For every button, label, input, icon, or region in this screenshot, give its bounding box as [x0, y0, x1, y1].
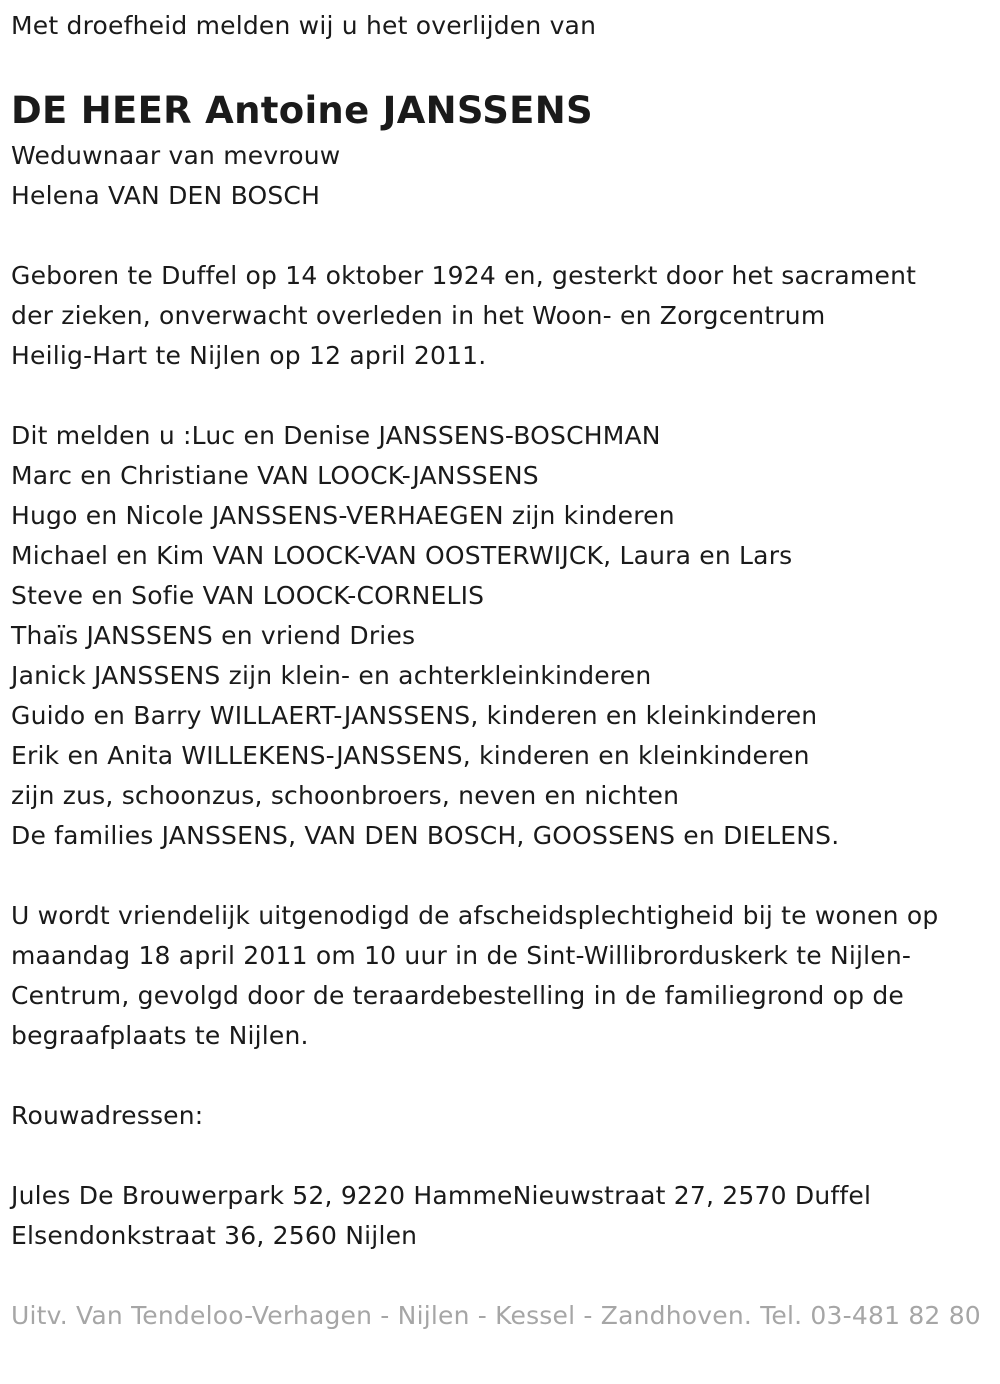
- spouse-line-1: Weduwnaar van mevrouw: [11, 141, 341, 170]
- address-line: Elsendonkstraat 36, 2560 Nijlen: [11, 1221, 418, 1250]
- family-list: [11, 416, 991, 856]
- paragraph-line: begraafplaats te Nijlen.: [11, 1021, 309, 1050]
- paragraph-line: der zieken, onverwacht overleden in het Woon- en Zorgcentrum: [11, 301, 826, 330]
- family-line: zijn zus, schoonzus, schoonbroers, neven en nichten: [11, 781, 680, 810]
- family-line: Thaïs JANSSENS en vriend Dries: [11, 621, 416, 650]
- family-line: Marc en Christiane VAN LOOCK-JANSSENS: [11, 461, 539, 490]
- spacer: [11, 1136, 991, 1176]
- spacer: [11, 376, 991, 416]
- family-line: De families JANSSENS, VAN DEN BOSCH, GOOSSENS en DIELENS.: [11, 821, 840, 850]
- ceremony-paragraph: [11, 896, 991, 1056]
- address-line: Jules De Brouwerpark 52, 9220 HammeNieuwstraat 27, 2570 Duffel: [11, 1181, 872, 1210]
- spacer: [11, 216, 991, 256]
- spacer: [11, 1056, 991, 1096]
- funeral-director-footer: Uitv. Van Tendeloo-Verhagen - Nijlen - Kessel - Zandhoven. Tel. 03-481 82 80: [11, 1301, 981, 1330]
- birth-death-paragraph: [11, 256, 991, 376]
- intro-text: Met droefheid melden wij u het overlijden van: [11, 11, 597, 40]
- paragraph-line: Geboren te Duffel op 14 oktober 1924 en, gesterkt door het sacrament: [11, 261, 917, 290]
- paragraph-line: maandag 18 april 2011 om 10 uur in de Sint-Willibrorduskerk te Nijlen-: [11, 941, 912, 970]
- spacer: [11, 1256, 991, 1296]
- spouse-line-2: Helena VAN DEN BOSCH: [11, 181, 321, 210]
- family-line: Dit melden u :Luc en Denise JANSSENS-BOSCHMAN: [11, 421, 661, 450]
- family-line: Erik en Anita WILLEKENS-JANSSENS, kinderen en kleinkinderen: [11, 741, 810, 770]
- family-line: Guido en Barry WILLAERT-JANSSENS, kinderen en kleinkinderen: [11, 701, 818, 730]
- addresses-label: Rouwadressen:: [11, 1101, 204, 1130]
- paragraph-line: U wordt vriendelijk uitgenodigd de afscheidsplechtigheid bij te wonen op: [11, 901, 939, 930]
- paragraph-line: Heilig-Hart te Nijlen op 12 april 2011.: [11, 341, 487, 370]
- obituary-notice: [11, 6, 991, 1336]
- family-line: Michael en Kim VAN LOOCK-VAN OOSTERWIJCK, Laura en Lars: [11, 541, 793, 570]
- family-line: Janick JANSSENS zijn klein- en achterkleinkinderen: [11, 661, 652, 690]
- family-line: Hugo en Nicole JANSSENS-VERHAEGEN zijn kinderen: [11, 501, 675, 530]
- spacer: [11, 856, 991, 896]
- deceased-name: DE HEER Antoine JANSSENS: [11, 89, 593, 132]
- addresses-list: [11, 1176, 991, 1256]
- family-line: Steve en Sofie VAN LOOCK-CORNELIS: [11, 581, 485, 610]
- paragraph-line: Centrum, gevolgd door de teraardebestelling in de familiegrond op de: [11, 981, 904, 1010]
